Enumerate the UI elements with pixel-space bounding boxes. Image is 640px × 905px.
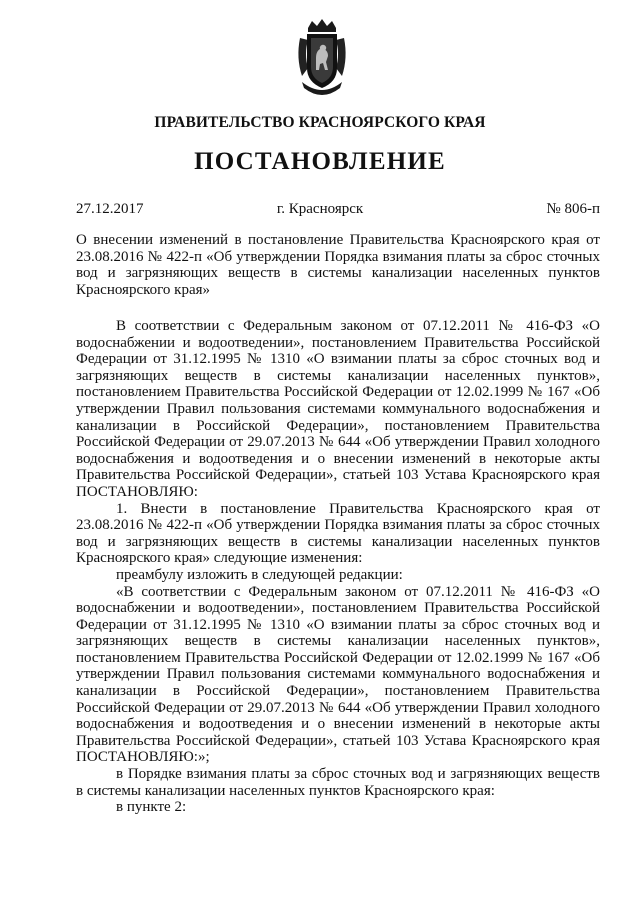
document-city: г. Красноярск [276, 201, 364, 217]
subject-text: О внесении изменений в постановление Правительства Красноярского края от 23.08.2016 № 422-п «Об утверждении Порядка взимания платы за сброс сточных вод и загрязняющих веществ в системы канализации населенных пунктов Красноярского края» [76, 232, 600, 298]
paragraph-preamble-instruction: преамбулу изложить в следующей редакции: [116, 566, 403, 583]
paragraph-procedure: в Порядке взимания платы за сброс сточных вод и загрязняющих веществ в системы канализации населенных пунктов Красноярского края: [76, 766, 600, 799]
paragraph-new-preamble: «В соответствии с Федеральным законом от 07.12.2011 № 416-ФЗ «О водоснабжении и водоотведении», постановлением Правительства Российской Федерации от 31.12.1995 № 1310 «О взимании платы за сброс сточных вод и загрязняющих веществ в системы канализации населенных пунктов», постановлением Правительства Российской Федерации от 12.02.1999 № 167 «Об утверждении Правил пользования системами коммунального водоснабжения и канализации в Российской Федерации», постановлением Правительства Российской Федерации от 29.07.2013 № 644 «Об утверждении Правил холодного водоснабжения и водоотведения и о внесении изменений в некоторые акты Правительства Российской Федерации», статьей 103 Устава Красноярского края ПОСТАНОВЛЯЮ:»; [76, 583, 600, 766]
document-body [76, 318, 600, 816]
document-title: ПОСТАНОВЛЕНИЕ [194, 148, 446, 175]
coat-of-arms-icon [294, 18, 350, 98]
paragraph-item-1: 1. Внести в постановление Правительства Красноярского края от 23.08.2016 № 422-п «Об утверждении Порядка взимания платы за сброс сточных вод и загрязняющих веществ в системы канализации населенных пунктов Красноярского края» следующие изменения: [76, 500, 600, 567]
government-name: ПРАВИТЕЛЬСТВО КРАСНОЯРСКОГО КРАЯ [154, 114, 486, 131]
document-date: 27.12.2017 [76, 201, 144, 217]
document-number: № 806-п [546, 201, 600, 217]
document-subject [76, 232, 600, 298]
paragraph-preamble: В соответствии с Федеральным законом от 07.12.2011 № 416-ФЗ «О водоснабжении и водоотведении», постановлением Правительства Российской Федерации от 31.12.1995 № 1310 «О взимании платы за сброс сточных вод и загрязняющих веществ в системы канализации населенных пунктов», постановлением Правительства Российской Федерации от 12.02.1999 № 167 «Об утверждении Правил пользования системами коммунального водоснабжения и канализации в Российской Федерации», постановлением Правительства Российской Федерации от 29.07.2013 № 644 «Об утверждении Правил холодного водоснабжения и водоотведения и о внесении изменений в некоторые акты Правительства Российской Федерации», статьей 103 Устава Красноярского края ПОСТАНОВЛЯЮ: [76, 318, 600, 500]
paragraph-point-2: в пункте 2: [116, 799, 187, 816]
